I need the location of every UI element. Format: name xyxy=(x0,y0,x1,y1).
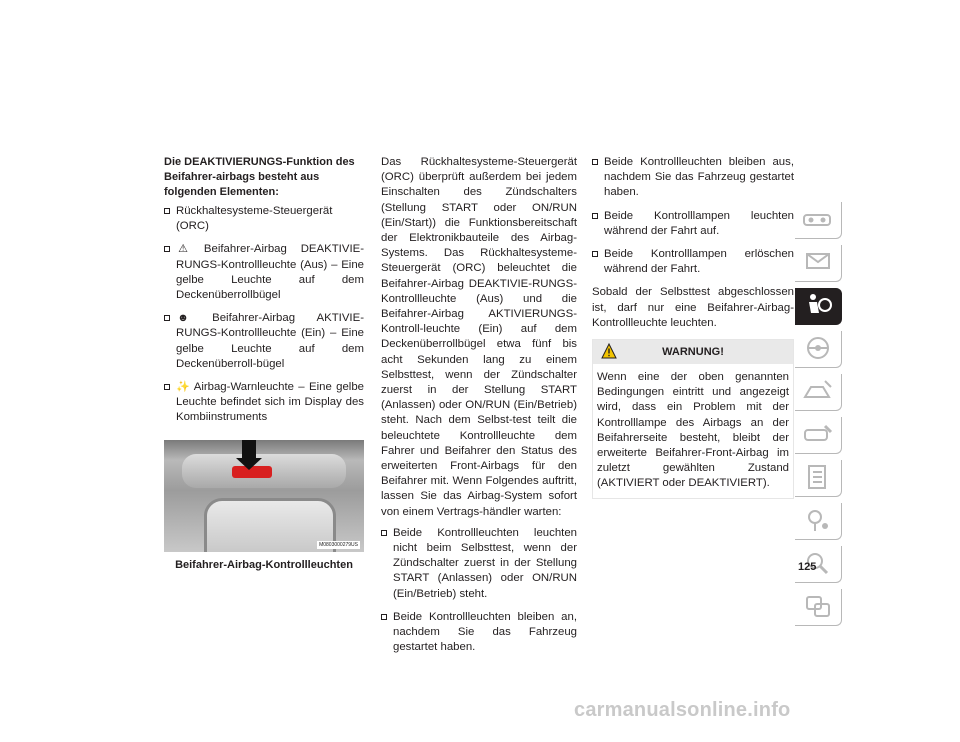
list-item xyxy=(592,247,794,277)
warning-title: WARNUNG! xyxy=(662,346,724,359)
arrow-icon xyxy=(242,440,256,460)
tab-car-mail[interactable] xyxy=(795,245,842,282)
airbag-warning-icon: ✨ xyxy=(176,381,190,394)
checklist-icon xyxy=(801,463,835,491)
list-item xyxy=(381,526,577,602)
tab-car-service[interactable] xyxy=(795,417,842,454)
bullet-box xyxy=(592,251,598,257)
warning-header xyxy=(593,340,793,364)
list-item-text: Beide Kontrollleuchten bleiben an, nachdem Sie das Fahrzeug gestartet haben. xyxy=(393,610,577,654)
airbag-off-icon: ⚠ xyxy=(178,243,188,256)
bullet-box xyxy=(381,614,387,620)
tab-airbag-person[interactable] xyxy=(795,288,842,325)
list-item xyxy=(381,610,577,656)
list-item xyxy=(164,242,364,303)
car-dashboard-icon xyxy=(801,205,835,233)
tab-car-dashboard[interactable] xyxy=(795,202,842,239)
list-item-text: Beide Kontrolllampen leuchten während der Fahrt auf. xyxy=(604,209,794,237)
tab-car-crash[interactable] xyxy=(795,374,842,411)
list-item xyxy=(592,155,794,201)
list-item xyxy=(164,380,364,426)
warning-triangle-icon xyxy=(601,343,617,359)
bullet-box xyxy=(164,208,170,214)
list-item-text: Airbag-Warnleuchte – Eine gelbe Leuchte befindet sich im Display des Kombiinstruments xyxy=(176,381,364,424)
bullet-box xyxy=(164,384,170,390)
warning-text: Wenn eine der oben genannten Bedingungen eintritt und angezeigt wird, dass ein Problem mit der Kontrolllampe des Airbags an der Beifahrerseite besteht, bleibt der erweiterte Beifahrer-Front-Airbag im zuletzt gewählten Zustand (AKTIVIERT oder DEAKTIVIERT). xyxy=(597,371,789,490)
airbag-on-icon: ☻ xyxy=(177,312,189,325)
language-icon xyxy=(801,592,835,620)
arrow-head-icon xyxy=(236,458,262,470)
list-item xyxy=(592,209,794,239)
watermark[interactable]: carmanualsonline.info xyxy=(574,699,791,721)
body-paragraph: Das Rückhaltesysteme-Steuergerät (ORC) überprüft außerdem bei jedem Einschalten des Zündschalters (Stellung START oder ON/RUN (Ein/Start)) die Funktionsbereitschaft der Elektronikbauteile des Airbag-Systems. Das Rückhaltesysteme-Steuergerät (ORC) beleuchtet die Beifahrer-Airbag DEAKTIVIE-RUNGS-Kontrollleuchte (Aus) und die Beifahrer-Airbag AKTIVIERUNGS-Kontroll-leuchte (Ein) auf dem Deckenüberrollbügel etwa fünf bis acht Sekunden lang zu einem Selbsttest, wenn der Zündschalter zuerst in der Stellung START (Anlassen) oder ON/RUN (Ein/Betrieb) steht. Nach dem Selbst-test teilt die beleuchtete Kontrollleuchte dem Fahrer und Beifahrer den Status des erweiterten Front-Airbags für den Beifahrer mit. Wenn Folgendes auftritt, lassen Sie das Airbag-System sofort von einem Vertrags-händler warten: xyxy=(381,156,577,518)
column-right xyxy=(592,155,794,499)
car-service-icon xyxy=(801,420,835,448)
overhead-console-photo xyxy=(164,440,364,552)
airbag-person-icon xyxy=(801,291,835,319)
list-item-text: Beifahrer-Airbag AKTIVIE-RUNGS-Kontrollleuchte (Ein) – Eine gelbe Leuchte auf dem Deckenüberroll-bügel xyxy=(176,312,364,370)
steering-wheel-icon xyxy=(801,334,835,362)
list-item-text: Rückhaltesysteme-Steuergerät (ORC) xyxy=(176,205,333,233)
figure-caption: Beifahrer-Airbag-Kontrollleuchten xyxy=(175,558,353,571)
body-paragraph: Sobald der Selbsttest abgeschlossen ist, darf nur eine Beifahrer-Airbag-Kontrollleuchte leuchten. xyxy=(592,286,794,329)
image-code: M0803000279US xyxy=(319,541,358,548)
list-item-text: Beide Kontrollleuchten bleiben aus, nachdem Sie das Fahrzeug gestartet haben. xyxy=(604,156,794,199)
column-middle xyxy=(381,155,577,664)
nav-pin-icon xyxy=(801,506,835,534)
page-number: 125 xyxy=(798,561,817,573)
car-crash-icon xyxy=(801,377,835,405)
list-item-text: Beifahrer-Airbag DEAKTIVIE-RUNGS-Kontrollleuchte (Aus) – Eine gelbe Leuchte auf dem Deckenüberrollbügel xyxy=(176,243,364,302)
list-item-text: Beide Kontrollleuchten leuchten nicht beim Selbsttest, wenn der Zündschalter zuerst in der Stellung START (Anlassen) oder ON/RUN (Ein/Betrieb) steht. xyxy=(393,526,577,600)
list-item xyxy=(164,311,364,372)
bullet-box xyxy=(592,213,598,219)
section-heading: Die DEAKTIVIERUNGS-Funktion des Beifahrer-airbags besteht aus folgenden Elementen: xyxy=(164,156,355,198)
bullet-box xyxy=(164,246,170,252)
tab-checklist[interactable] xyxy=(795,460,842,497)
tab-steering-wheel[interactable] xyxy=(795,331,842,368)
bullet-box xyxy=(164,315,170,321)
bullet-box xyxy=(381,530,387,536)
tab-nav-pin[interactable] xyxy=(795,503,842,540)
list-item-text: Beide Kontrolllampen erlöschen während der Fahrt. xyxy=(604,248,794,276)
car-mail-icon xyxy=(801,248,835,276)
bullet-box xyxy=(592,159,598,165)
list-item xyxy=(164,204,364,234)
column-left xyxy=(164,155,364,573)
tab-language[interactable] xyxy=(795,589,842,626)
warning-box xyxy=(592,339,794,499)
